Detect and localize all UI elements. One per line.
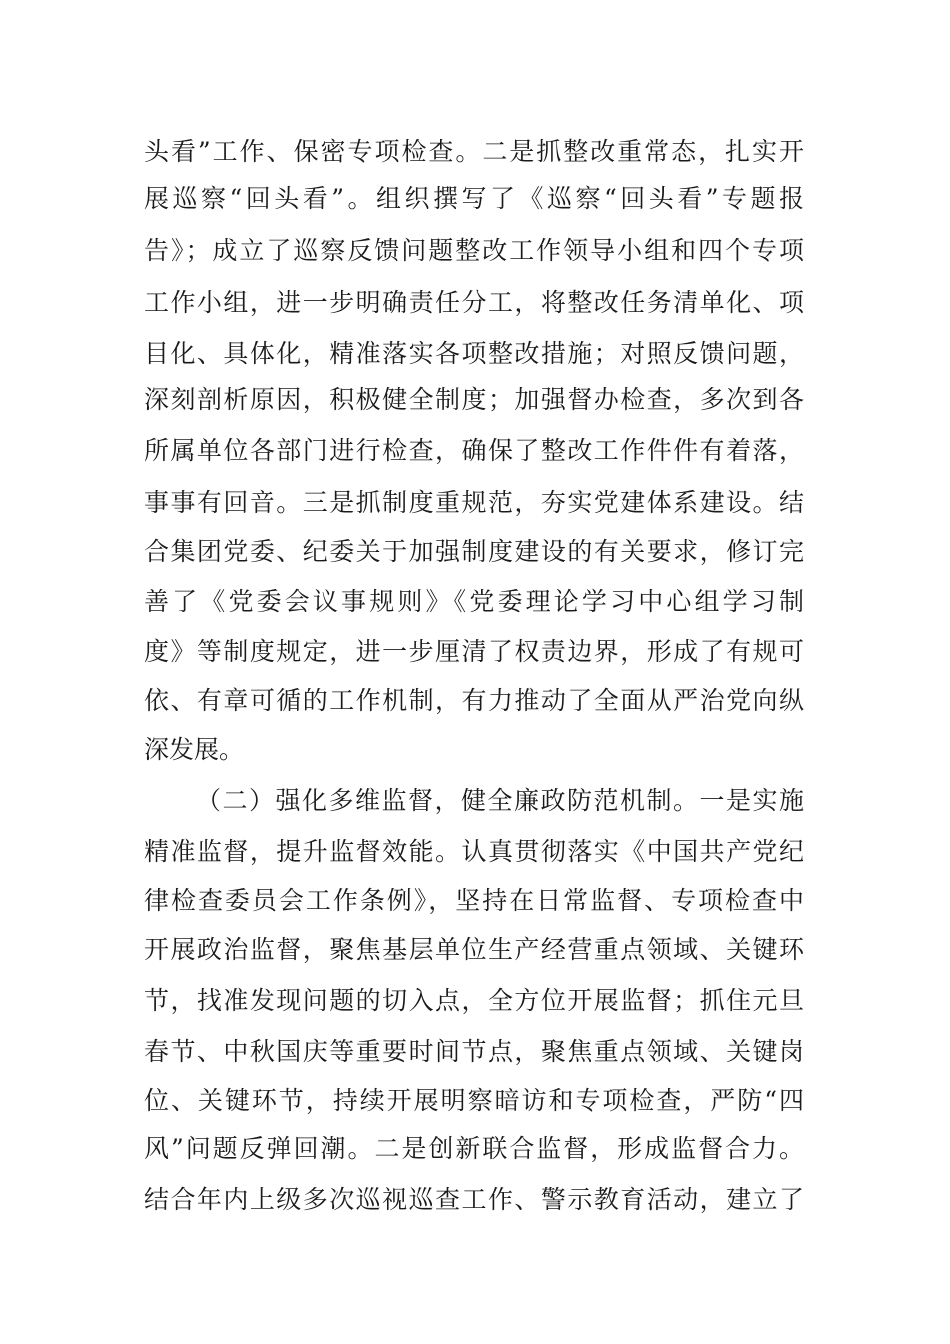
text-line: 节，找准发现问题的切入点，全方位开展监督；抓住元旦	[144, 986, 804, 1015]
text-line: 目化、具体化，精准落实各项整改措施；对照反馈问题，	[144, 339, 804, 368]
text-line: 位、关键环节，持续开展明察暗访和专项检查，严防“四	[144, 1086, 804, 1115]
text-line: 深刻剖析原因，积极健全制度；加强督办检查，多次到各	[144, 385, 804, 414]
text-line: 律检查委员会工作条例》，坚持在日常监督、专项检查中	[144, 886, 804, 915]
text-line: 风”问题反弹回潮。二是创新联合监督，形成监督合力。	[144, 1134, 804, 1163]
text-line: 善了《党委会议事规则》《党委理论学习中心组学习制	[144, 587, 804, 616]
text-line: 依、有章可循的工作机制，有力推动了全面从严治党向纵	[144, 686, 804, 715]
paragraph-end-line: 深发展。	[144, 735, 245, 764]
text-line: 度》等制度规定，进一步厘清了权责边界，形成了有规可	[144, 637, 804, 666]
text-line: 工作小组，进一步明确责任分工，将整改任务清单化、项	[144, 288, 804, 317]
text-line: 春节、中秋国庆等重要时间节点，聚焦重点领域、关键岗	[144, 1037, 804, 1066]
text-line: 头看”工作、保密专项检查。二是抓整改重常态，扎实开	[144, 137, 804, 166]
text-line: 精准监督，提升监督效能。认真贯彻落实《中国共产党纪	[144, 837, 804, 866]
text-line: 所属单位各部门进行检查，确保了整改工作件件有着落，	[144, 436, 804, 465]
text-line: 开展政治监督，聚焦基层单位生产经营重点领域、关键环	[144, 935, 804, 964]
section-heading-line: （二）强化多维监督，健全廉政防范机制。一是实施	[196, 786, 804, 815]
text-line: 告》；成立了巡察反馈问题整改工作领导小组和四个专项	[144, 236, 804, 265]
text-line: 合集团党委、纪委关于加强制度建设的有关要求，修订完	[144, 537, 804, 566]
text-line: 结合年内上级多次巡视巡查工作、警示教育活动，建立了	[144, 1185, 804, 1214]
text-line: 事事有回音。三是抓制度重规范，夯实党建体系建设。结	[144, 488, 804, 517]
text-line: 展巡察“回头看”。组织撰写了《巡察“回头看”专题报	[144, 184, 804, 213]
